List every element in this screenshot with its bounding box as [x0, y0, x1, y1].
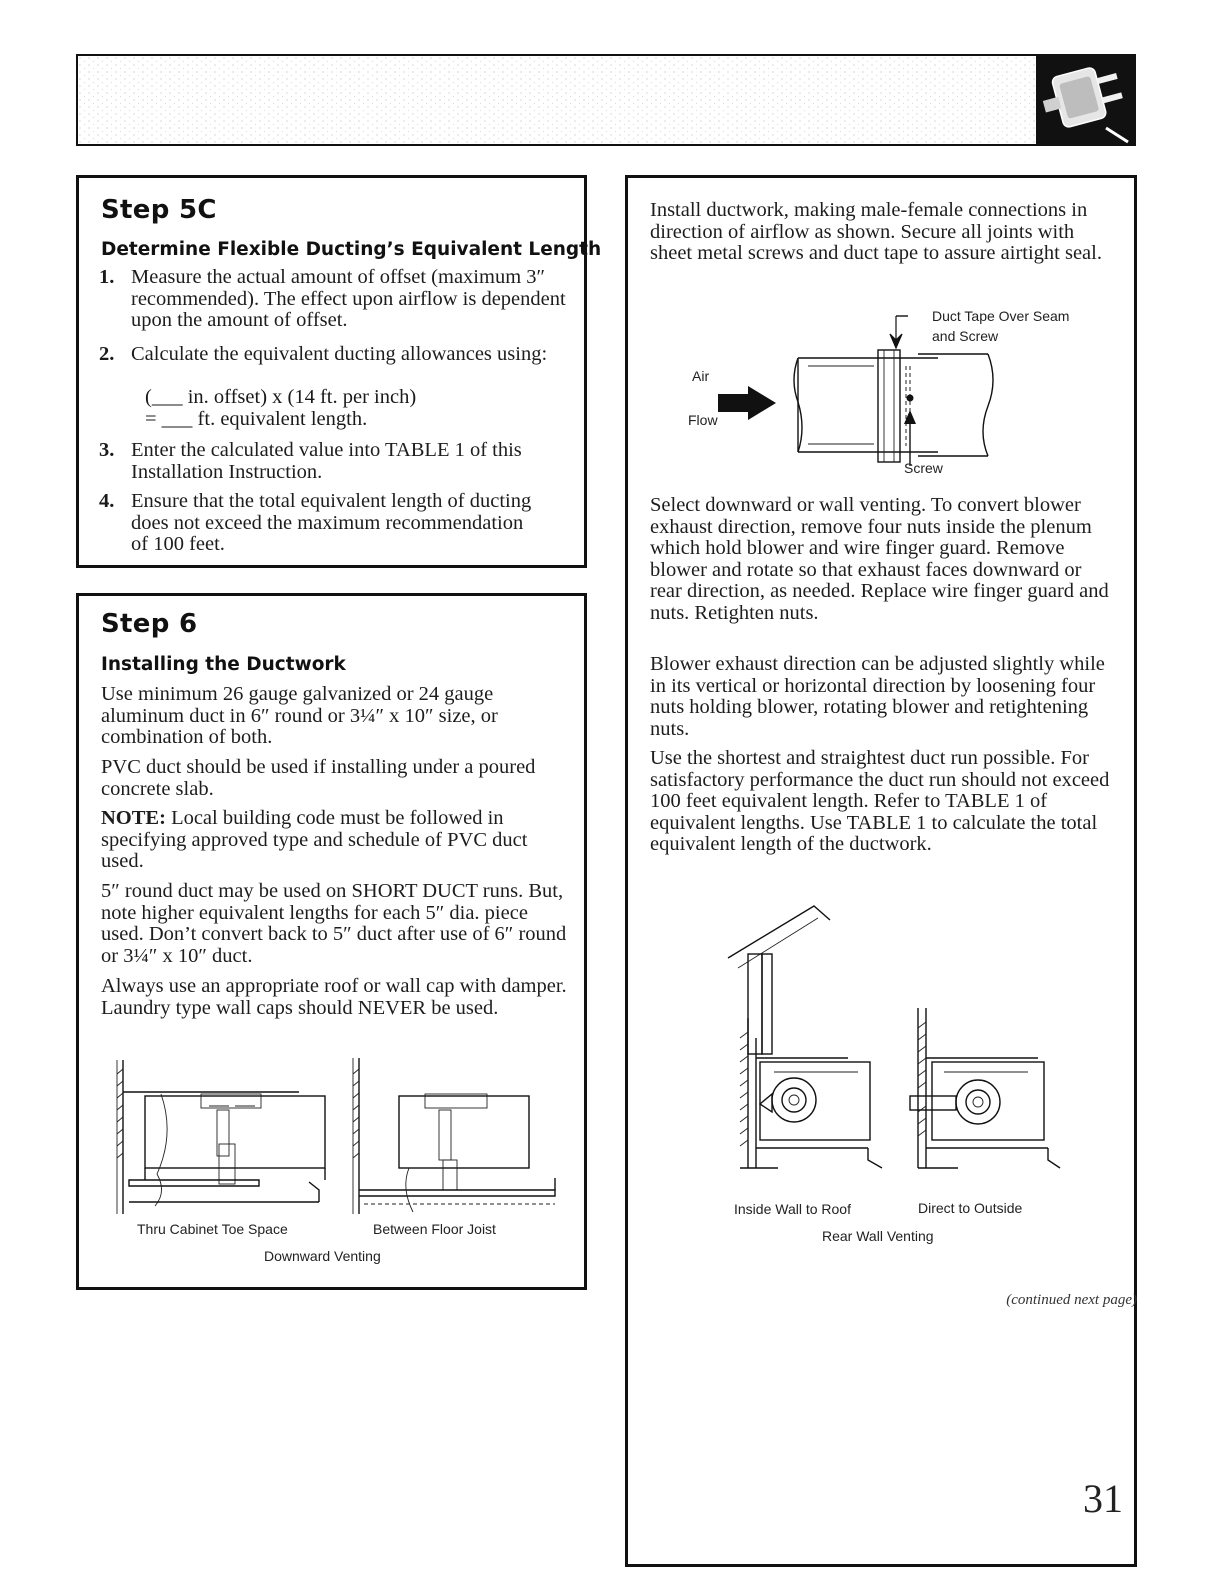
- formula-line-1: (___ in. offset) x (14 ft. per inch): [145, 386, 417, 408]
- item-number: 1.: [99, 266, 115, 288]
- header-banner: [76, 54, 1136, 146]
- right-paragraph-2: Select downward or wall venting. To convert blower exhaust direction, remove four nuts inside the plenum which hold blower and wire finger guard. Remove blower and rotate so that exhaust faces downward or rear direction, as needed. Replace wire finger guard and nuts. Retighten nuts.: [650, 494, 1109, 624]
- step-6-paragraph-1: Use minimum 26 gauge galvanized or 24 gauge aluminum duct in 6″ round or 3¼″ x 10″ size, or combination of both.: [101, 683, 498, 748]
- plug-icon-block: [1036, 56, 1134, 144]
- step-5c-subtitle: Determine Flexible Ducting’s Equivalent Length: [101, 239, 602, 260]
- step-6-paragraph-4: 5″ round duct may be used on SHORT DUCT runs. But, note higher equivalent lengths for each 5″ dia. piece used. Don’t convert back to 5″ duct after use of 6″ round or 3¼″ x 10″ duct.: [101, 880, 567, 967]
- page-number: 31: [1083, 1476, 1123, 1521]
- step-6-note: [101, 808, 571, 873]
- item-number: 3.: [99, 439, 115, 461]
- rear-wall-venting-diagram: [718, 898, 1068, 1188]
- step-6-panel: [76, 593, 587, 1290]
- right-paragraph-1: Install ductwork, making male-female connections in direction of airflow as shown. Secure all joints with sheet metal screws and duct tape to assure airtight seal.: [650, 199, 1102, 264]
- step-5c-panel: [76, 175, 602, 568]
- step-6-subtitle: Installing the Ductwork: [101, 654, 346, 675]
- caption-inside-wall-to-roof: Inside Wall to Roof: [734, 1201, 851, 1217]
- caption-downward-venting: Downward Venting: [264, 1248, 381, 1264]
- duct-joint-diagram: [678, 306, 1098, 476]
- note-text: Local building code must be followed in specifying approved type and schedule of PVC duct used.: [101, 807, 528, 872]
- label-duct-tape-line-2: and Screw: [932, 328, 999, 344]
- step-6-title: Step 6: [101, 609, 198, 639]
- item-text: Ensure that the total equivalent length of ducting does not exceed the maximum recommendation of 100 feet.: [131, 490, 532, 555]
- item-text: Calculate the equivalent ducting allowances using:: [131, 343, 548, 365]
- note-label: NOTE:: [101, 807, 166, 829]
- floor-joist-diagram: [353, 1058, 555, 1214]
- ductwork-instructions-panel: [625, 175, 1137, 1567]
- item-text: Measure the actual amount of offset (maximum 3″ recommended). The effect upon airflow is dependent upon the amount of offset.: [131, 266, 566, 331]
- label-screw: Screw: [904, 460, 943, 476]
- toe-space-diagram: [117, 1060, 325, 1214]
- caption-direct-to-outside: Direct to Outside: [918, 1200, 1023, 1216]
- plug-icon: [1036, 56, 1134, 144]
- item-number: 2.: [99, 343, 115, 365]
- item-number: 4.: [99, 490, 115, 512]
- direct-to-outside-diagram: [910, 1008, 1060, 1168]
- banner-dot-pattern: [78, 56, 1048, 144]
- downward-venting-diagram: [109, 1054, 559, 1219]
- caption-rear-wall-venting: Rear Wall Venting: [822, 1228, 934, 1244]
- formula-line-2: = ___ ft. equivalent length.: [145, 408, 368, 430]
- caption-toe-space: Thru Cabinet Toe Space: [137, 1221, 288, 1237]
- step-6-paragraph-2: PVC duct should be used if installing under a poured concrete slab.: [101, 756, 536, 800]
- right-paragraph-4: Use the shortest and straightest duct run possible. For satisfactory performance the duct run should not exceed 100 feet equivalent length. Refer to TABLE 1 of equivalent lengths. Use TABLE 1 to calculate the total equivalent length of the ductwork.: [650, 747, 1110, 855]
- right-paragraph-3: Blower exhaust direction can be adjusted slightly while in its vertical or horizontal direction by loosening four nuts holding blower, rotating blower and retightening nuts.: [650, 653, 1105, 740]
- label-flow: Flow: [688, 412, 718, 428]
- step-6-paragraph-5: Always use an appropriate roof or wall cap with damper. Laundry type wall caps should NEVER be used.: [101, 975, 567, 1019]
- continued-note: (continued next page): [1006, 1292, 1137, 1308]
- step-5c-title: Step 5C: [101, 195, 217, 225]
- item-text: Enter the calculated value into TABLE 1 of this Installation Instruction.: [131, 439, 522, 483]
- label-duct-tape-line-1: Duct Tape Over Seam: [932, 308, 1070, 324]
- inside-wall-to-roof-diagram: [728, 906, 882, 1168]
- caption-floor-joist: Between Floor Joist: [373, 1221, 496, 1237]
- label-air: Air: [692, 368, 710, 384]
